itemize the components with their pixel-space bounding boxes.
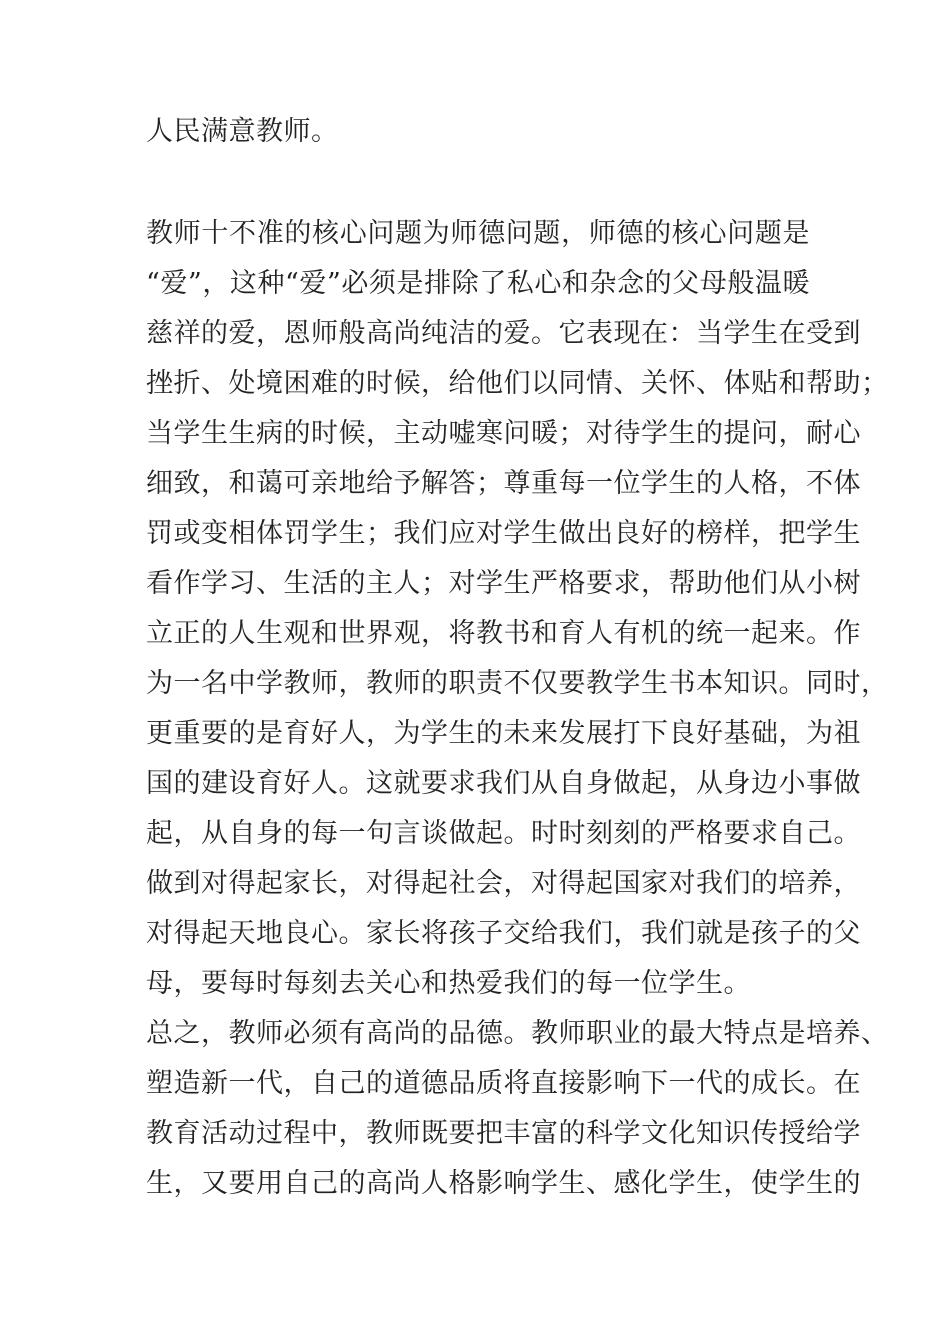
text-line: 塑造新一代，自己的道德品质将直接影响下一代的成长。在	[146, 1068, 861, 1099]
text-line: 慈祥的爱，恩师般高尚纯洁的爱。它表现在：当学生在受到	[146, 318, 861, 349]
text-line: 立正的人生观和世界观，将教书和育人有机的统一起来。作	[146, 618, 861, 649]
text-line: 罚或变相体罚学生；我们应对学生做出良好的榜样，把学生	[146, 518, 861, 549]
text-line: “爱”，这种“爱”必须是排除了私心和杂念的父母般温暖	[146, 268, 810, 299]
text-line: 国的建设育好人。这就要求我们从自身做起，从身边小事做	[146, 768, 861, 799]
text-line: 教育活动过程中，教师既要把丰富的科学文化知识传授给学	[146, 1118, 861, 1149]
text-line: 起，从自身的每一句言谈做起。时时刻刻的严格要求自己。	[146, 818, 861, 849]
text-line: 为一名中学教师，教师的职责不仅要教学生书本知识。同时，	[146, 668, 889, 699]
text-line: 挫折、处境困难的时候，给他们以同情、关怀、体贴和帮助；	[146, 368, 889, 399]
text-line: 看作学习、生活的主人；对学生严格要求，帮助他们从小树	[146, 568, 861, 599]
text-line: 教师十不准的核心问题为师德问题，师德的核心问题是	[146, 218, 810, 249]
text-line: 对得起天地良心。家长将孩子交给我们，我们就是孩子的父	[146, 918, 861, 949]
text-line: 总之，教师必须有高尚的品德。教师职业的最大特点是培养、	[146, 1018, 889, 1049]
text-line: 当学生生病的时候，主动嘘寒问暖；对待学生的提问，耐心	[146, 418, 861, 449]
text-line: 做到对得起家长，对得起社会，对得起国家对我们的培养，	[146, 868, 861, 899]
text-line: 细致，和蔼可亲地给予解答；尊重每一位学生的人格，不体	[146, 468, 861, 499]
text-line: 生，又要用自己的高尚人格影响学生、感化学生，使学生的	[146, 1168, 861, 1199]
text-line: 人民满意教师。	[146, 116, 339, 147]
text-line: 母，要每时每刻去关心和热爱我们的每一位学生。	[146, 968, 751, 999]
text-line: 更重要的是育好人，为学生的未来发展打下良好基础，为祖	[146, 718, 861, 749]
